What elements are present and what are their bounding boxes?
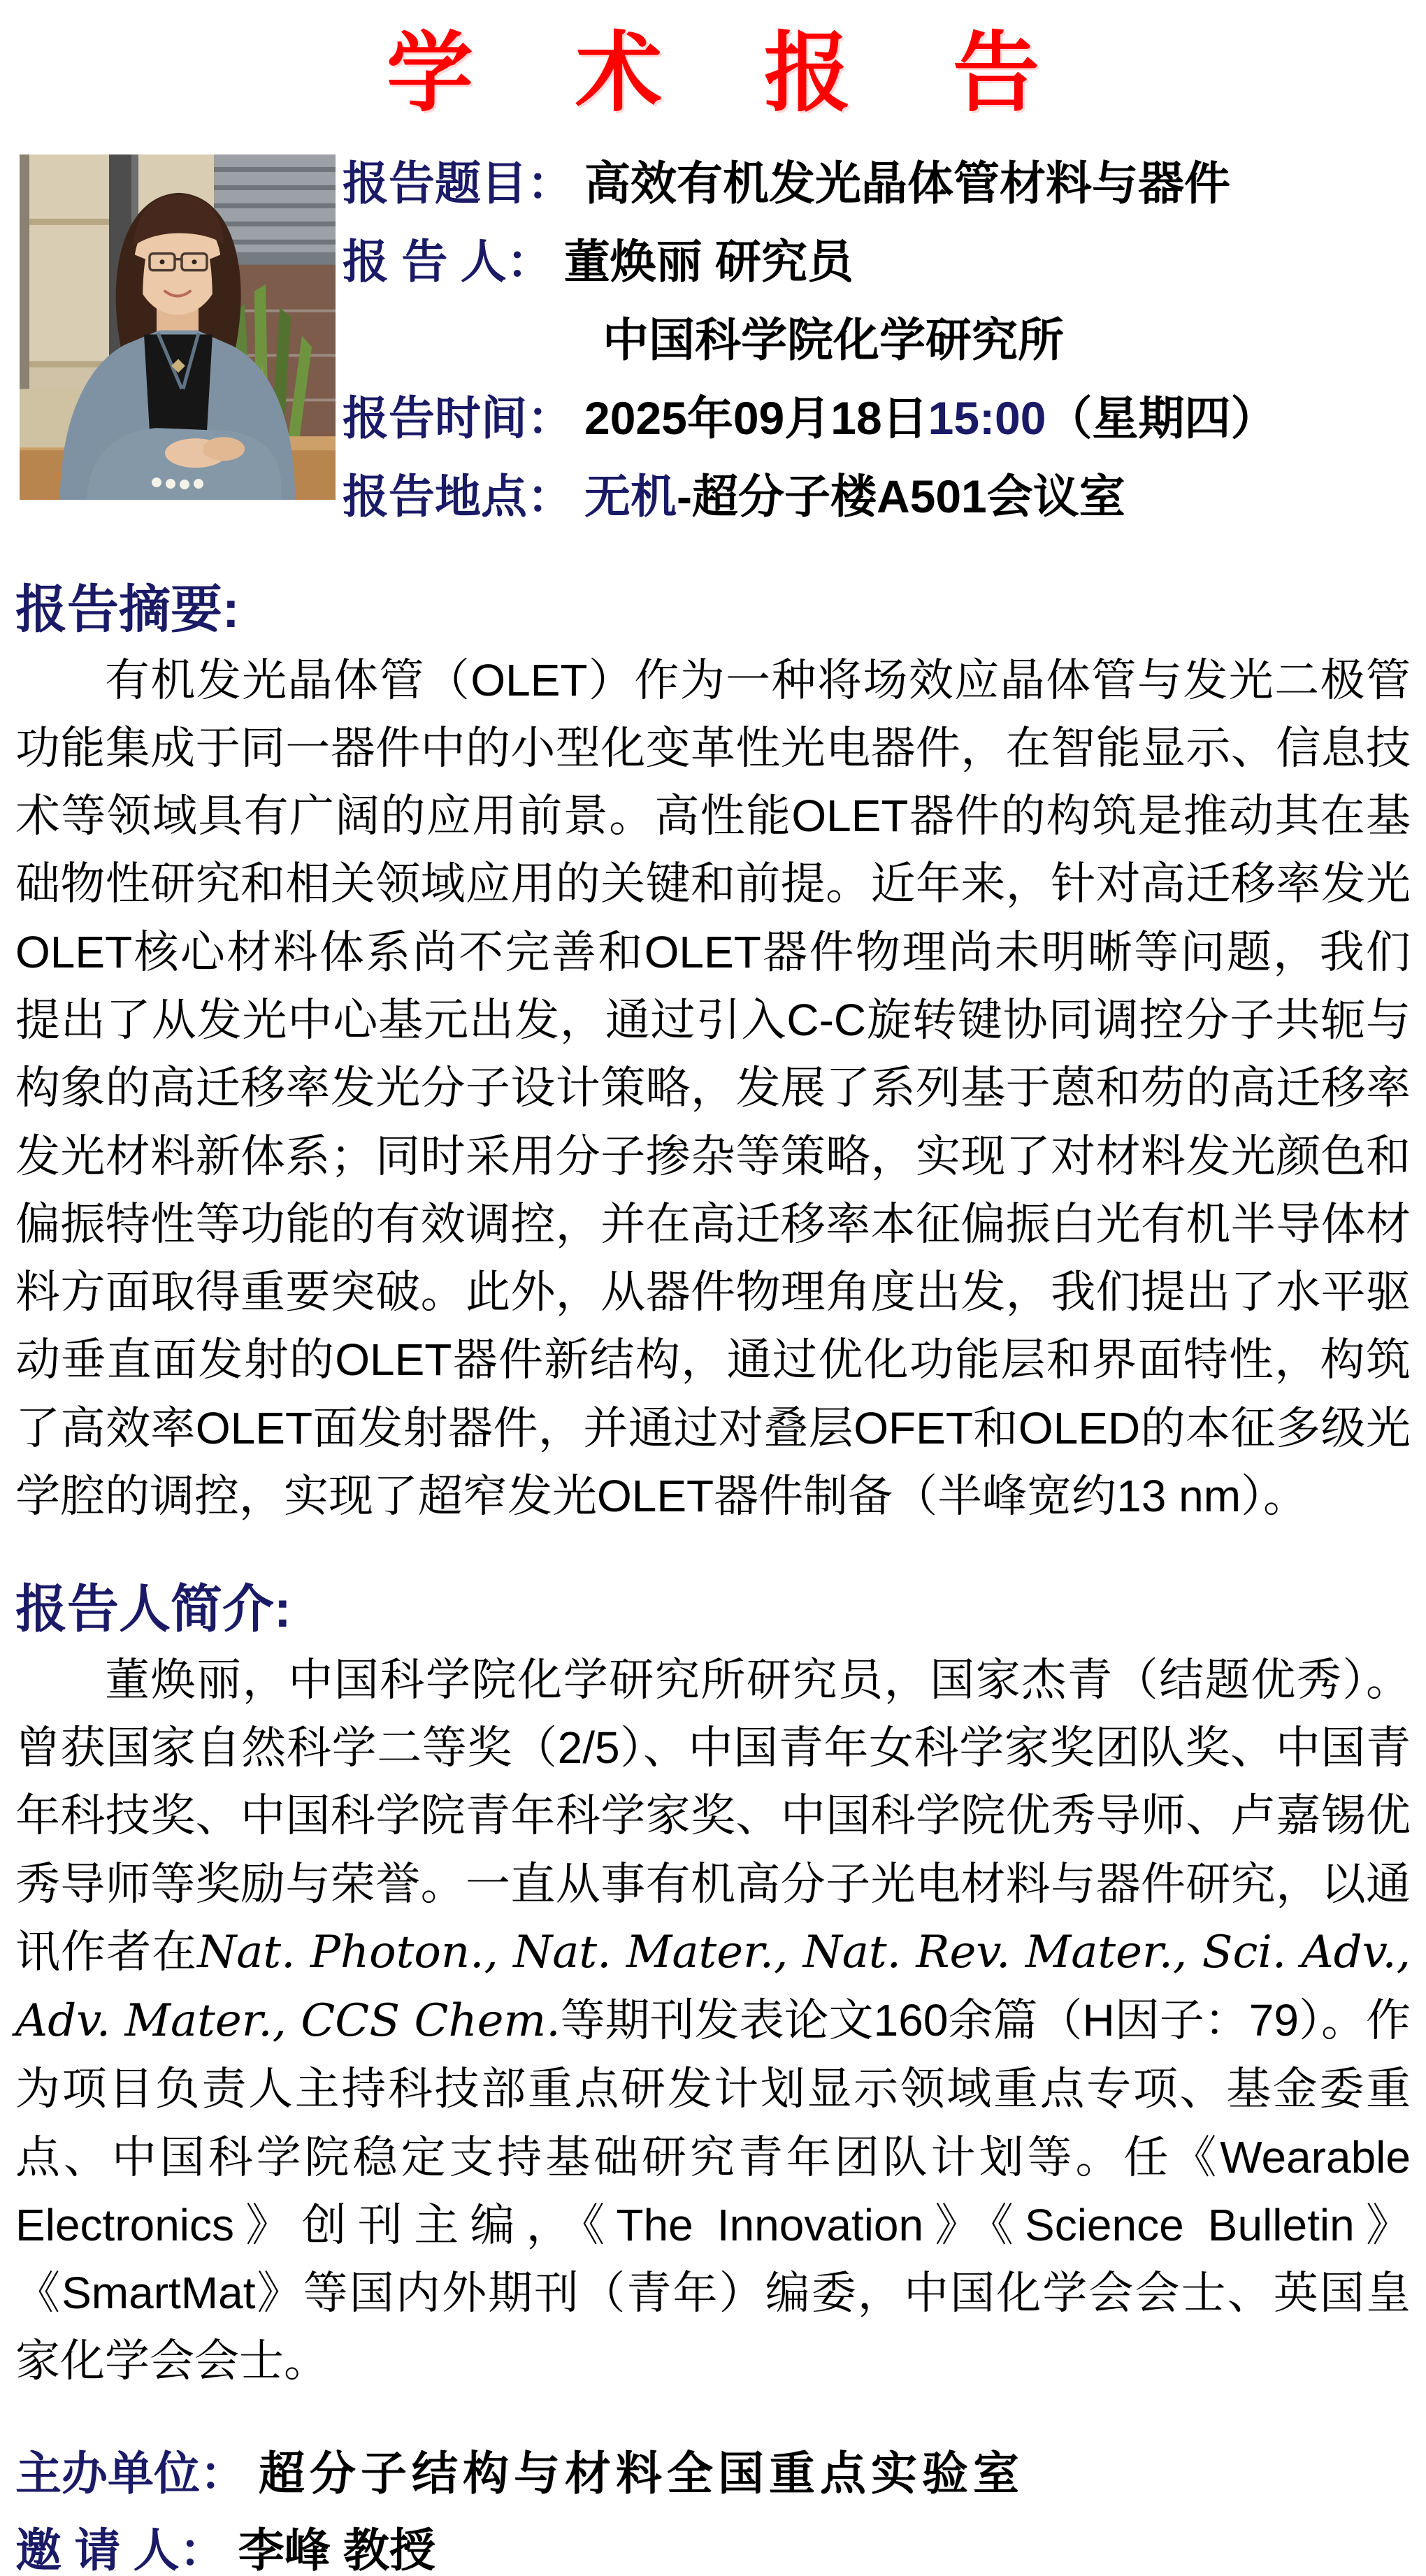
field-venue-navy: 无机 [584, 470, 677, 522]
poster-page [0, 20, 1426, 2576]
journal-names: Nat. Photon., Nat. Mater., Nat. Rev. Mater., Sci. Adv., Adv. Mater., CCS Chem. [15, 1926, 1411, 2048]
header-section [15, 154, 1411, 552]
inviter-row [15, 2524, 1411, 2576]
speaker-photo [20, 154, 336, 500]
field-topic [343, 157, 1411, 209]
organizer-row [15, 2447, 1411, 2499]
inviter-label: 邀 请 人： [15, 2524, 226, 2576]
field-venue-label: 报告地点： [343, 470, 573, 522]
field-topic-label: 报告题目： [343, 157, 573, 209]
organizer-value: 超分子结构与材料全国重点实验室 [259, 2447, 1024, 2499]
info-block [343, 154, 1411, 552]
inviter-value: 李峰 教授 [238, 2524, 436, 2576]
field-time-clock: 15:00 [928, 392, 1046, 444]
field-speaker [343, 238, 1411, 285]
speaker-photo-illustration [20, 154, 336, 500]
abstract-text: 有机发光晶体管（OLET）作为一种将场效应晶体管与发光二极管功能集成于同一器件中的小型化变革性光电器件，在智能显示、信息技术等领域具有广阔的应用前景。高性能OLET器件的构筑是推动其在基础物性研究和相关领域应用的关键和前提。近年来，针对高迁移率发光OLET核心材料体系尚不完善和OLET器件物理尚未明晰等问题，我们提出了从发光中心基元出发，通过引入C-C旋转键协同调控分子共轭与构象的高迁移率发光分子设计策略，发展了系列基于蒽和芴的高迁移率发光材料新体系；同时采用分子掺杂等策略，实现了对材料发光颜色和偏振特性等功能的有效调控，并在高迁移率本征偏振白光有机半导体材料方面取得重要突破。此外，从器件物理角度出发，我们提出了水平驱动垂直面发射的OLET器件新结构，通过优化功能层和界面特性，构筑了高效率OLET面发射器件，并通过对叠层OFET和OLED的本征多级光学腔的调控，实现了超窄发光OLET器件制备（半峰宽约13 nm）。 [15, 654, 1411, 1521]
field-affiliation-value: 中国科学院化学研究所 [603, 314, 1064, 366]
abstract-heading: 报告摘要: [15, 580, 240, 638]
field-speaker-label: 报 告 人： [343, 236, 553, 287]
field-time [343, 392, 1411, 444]
page-title: 学 术 报 告 [386, 25, 1079, 122]
field-time-weekday: （星期四） [1046, 392, 1277, 444]
field-topic-value: 高效有机发光晶体管材料与器件 [584, 157, 1230, 209]
field-affiliation [343, 314, 1411, 366]
field-venue [343, 470, 1411, 522]
field-speaker-value: 董焕丽 研究员 [563, 236, 854, 287]
bio-text-segment: 等期刊发表论文160余篇（H因子：79）。作为项目负责人主持科技部重点研发计划显示领域重点专项、基金委重点、中国科学院稳定支持基础研究青年团队计划等。任《Wearable Electronics》创刊主编，《The Innovation》《Science Bulletin》《SmartMat》等国内外期刊（青年）编委，中国化学会会士、英国皇家化学会会士。 [15, 1995, 1411, 2387]
organizer-label: 主办单位： [15, 2447, 246, 2499]
field-time-label: 报告时间： [343, 392, 573, 444]
bio-text [15, 1646, 1411, 2396]
field-time-date: 2025年09月18日 [584, 392, 928, 444]
footer-section [15, 2447, 1411, 2576]
field-venue-black: -超分子楼A501会议室 [677, 470, 1125, 522]
bio-heading: 报告人简介: [15, 1580, 291, 1639]
bio-text-segment: 董焕丽，中国科学院化学研究所研究员，国家杰青（结题优秀）。曾获国家自然科学二等奖（2/5）、中国青年女科学家奖团队奖、中国青年科技奖、中国科学院青年科学家奖、中国科学院优秀导师、卢嘉锡优秀导师等奖励与荣誉。一直从事有机高分子光电材料与器件研究，以通讯作者在 [15, 1654, 1411, 1977]
